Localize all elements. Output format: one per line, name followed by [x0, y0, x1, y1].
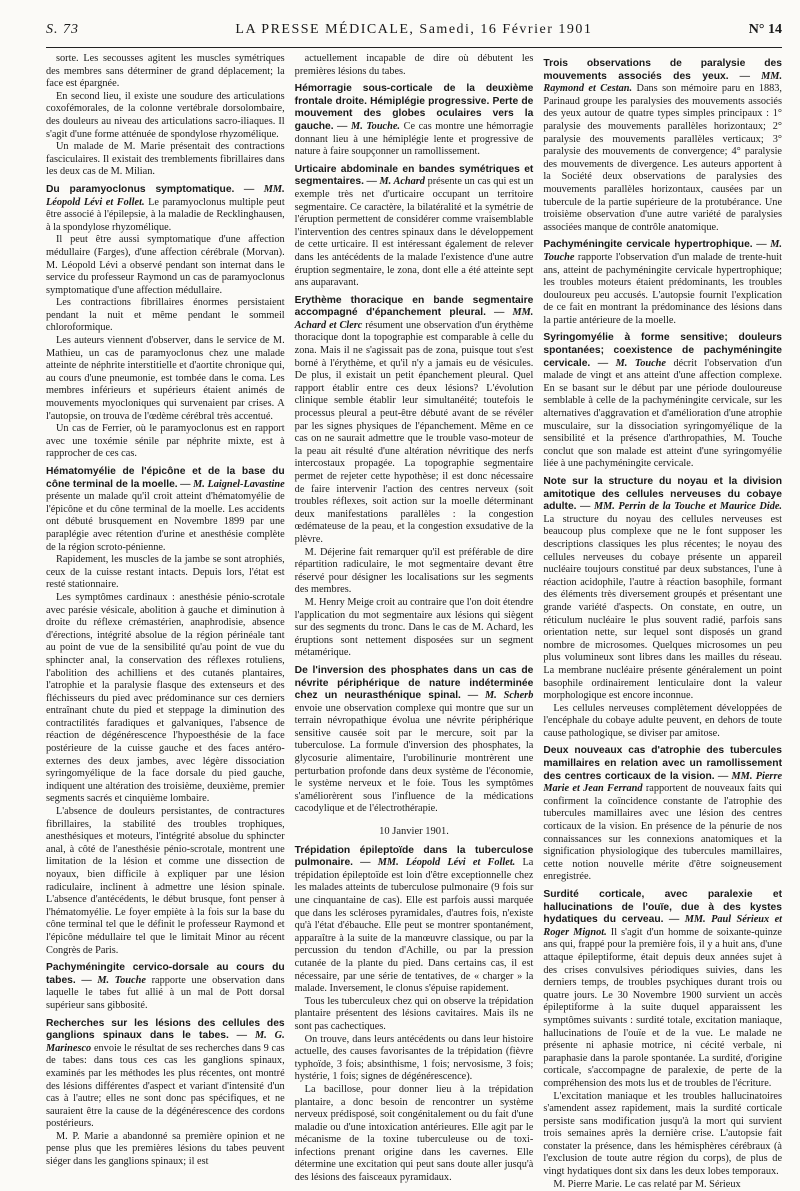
section-paralysie-yeux [543, 58, 782, 234]
section-heading: Surdité corticale, avec paralexie et hallucinations de l'ouïe, due à des kystes hydatiques du cerveau. [543, 889, 783, 926]
section-heading: Erythème thoracique en bande segmentaire accompagné d'épanchement pleural. [294, 294, 534, 319]
section-body: Il s'agit d'un homme de soixante-quinze ans qui, frappé pour la première fois, il y a huit ans, d'une attaque épileptiforme, était depuis deux années sujet à des crises convulsives périodiques suivies, dans les derniers temps, de troubles psychiques durant trois ou quatre jours. Le 30 Novembre 1900 survient un accès épileptiforme à la suite duquel apparaissent les symptômes suivants : surdité totale, excitation maniaque, hallucinations de l'ouïe et de la vue. Le malade ne présente ni aphasie motrice, ni cécité verbale, ni paraphasie dans la parole spontanée. La surdité, d'origine corticale, s'accompagne de paralexie, de perte de la compréhension des mots lus et de troubles de l'écriture. [543, 926, 783, 1089]
issue-number: N° 14 [748, 22, 782, 37]
section-heading: Urticaire abdominale en bandes symétriques et segmentaires. [294, 163, 534, 188]
section-body: rapportent de nouveaux faits qui confirment la coïncidence constante de l'atrophie des tubercules mamillaires avec une lésion des centres corticaux de la vision. En présence de la pénurie de nos connaissances sur les connexions anatomiques et la signification physiologique des tubercules mamillaires, cette notion nouvelle mérite d'être soigneusement enregistrée. [543, 783, 783, 883]
section-authors: — MM. Léopold Lévi et Follet. [360, 857, 516, 869]
paragraph: L'absence de douleurs persistantes, de contractures fibrillaires, la stabilité des troubles trophiques, anesthésiques et moteurs, l'intégrité absolue du sphincter anal, à côté de l'anesthésie pénio-scrotale, montrent une limitation de la lésion et comme une dissection de noyaux, bien difficile à expliquer par une lésion radiculaire, inclinent à admettre une lésion spinale. L'absence d'antécédents, le début brusque, font penser à l'hématomyélie. Le foyer empiète à la fois sur la base du cône terminal tel que le définit le professeur Raymond et l'épicône médullaire tel que le limitait Minor au récent Congrès de Paris. [46, 806, 285, 956]
section-heading: Pachyméningite cervicale hypertrophique. [543, 239, 753, 251]
paragraph: actuellement incapable de dire où débutent les premières lésions du tabes. [294, 53, 534, 77]
section-authors: — M. G. Marinesco [46, 1030, 285, 1054]
section-heading: Trépidation épileptoïde dans la tuberculose pulmonaire. [294, 844, 534, 869]
paragraph: Un malade de M. Marie présentait des contractions fasciculaires. Il existait des tremblements fibrillaires dans les deux cas de M. Milian. [46, 141, 285, 178]
section-heading: De l'inversion des phosphates dans un cas de névrite périphérique de nature indéterminée chez un neurasthénique spinal. [294, 664, 534, 702]
session-date: 10 Janvier 1901. [379, 826, 449, 838]
section-heading: Hémorragie sous-corticale de la deuxième frontale droite. Hémiplégie progressive. Perte de mouvement des globes oculaires vers la gauche. [294, 83, 534, 132]
section-authors: — MM. Achard et Clerc [294, 307, 534, 331]
paragraph: On trouve, dans leurs antécédents ou dans leur histoire actuelle, des causes favorisantes de la trépidation (fièvre typhoïde, 3 fois; absinthisme, 1 fois; nervosisme, 3 fois; hystérie, 1 fois; signes de dégénérescence). [294, 1033, 534, 1083]
paragraph: Tous les tuberculeux chez qui on observe la trépidation plantaire présentent des lésions cavitaires. Mais ils ne sont pas cachectiques. [294, 995, 534, 1032]
paragraph: La bacillose, pour donner lieu à la trépidation plantaire, a donc besoin de rencontrer un système nerveux prédisposé, soit congénitalement ou du fait d'une maladie ou d'une intoxication antérieures. Elle agit par le mécanisme de la toxine tuberculeuse ou de toxi-infections prenant origine dans les cavernes. Elle détermine une excitation qui peut sans doute aller jusqu'à des lésions des faisceaux pyramidaux. [294, 1083, 534, 1184]
section-paramyoclonus [46, 184, 285, 234]
paragraph: M. Pierre Marie. Le cas relaté par M. Sérieux [553, 1178, 741, 1190]
paragraph: M. P. Marie a abandonné sa première opinion et ne pense plus que les premières lésions du tabes peuvent siéger dans les ganglions spinaux; il est [46, 1130, 285, 1168]
section-heading: Pachyméningite cervico-dorsale au cours du tabes. [46, 962, 285, 986]
section-heading: Note sur la structure du noyau et la division amitotique des cellules nerveuses du cobaye adulte. [543, 476, 783, 513]
section-body: Ce cas montre une hémorragie donnant lieu à une hémiplégie lente et progressive de nature à faire soupçonner un ramollissement. [294, 120, 534, 158]
section-body: Le paramyoclonus multiple peut être associé à l'épilepsie, à la maladie de Recklinghausen, à la spondylose rhyzomélique. [46, 196, 285, 233]
section-ganglions-spinaux [46, 1018, 285, 1131]
journal-title: LA PRESSE MÉDICALE, Samedi, 16 Février 1901 [235, 22, 593, 37]
section-surdite-corticale [543, 889, 782, 1091]
section-authors: — MM. Perrin de la Touche et Maurice Dide. [580, 501, 783, 513]
section-syringomyelie [543, 332, 782, 471]
paragraph: M. Déjerine fait remarquer qu'il est préférable de dire répartition radiculaire, le mot segmentaire devant être réservé pour désigner les localisations sur les segments des membres. [294, 546, 534, 596]
section-heading: Du paramyoclonus symptomatique. [46, 183, 235, 195]
section-heading: Deux nouveaux cas d'atrophie des tubercules mamillaires en relation avec un ramollissement des centres corticaux de la vision. [543, 745, 783, 782]
paragraph: Les contractions fibrillaires énormes persistaient pendant la nuit et même pendant le sommeil chloroformique. [46, 297, 285, 334]
page-folio: S. 73 [46, 22, 79, 37]
section-body: La trépidation épileptoïde est loin d'être exceptionnelle chez les malades atteints de tuberculose pulmonaire (9 fois sur une cinquantaine de cas). Elle est parfois aussi marquée que dans les scléroses pyramidales, d'autres fois, n'existe qu'à l'état d'ébauche. Elle peut se montrer spontanément, apparaître à la suite de la manœuvre classique, ou par la percussion du tendon d'Achille, ou par la pression cutanée de la plante du pied. Dans certains cas, il est nécessaire, par une série de tentatives, de « charger » la malade. Inversement, le clonus s'épuise rapidement. [294, 857, 534, 995]
column-middle [294, 53, 534, 1184]
section-authors: — MM. Pierre Marie et Jean Ferrand [543, 770, 783, 795]
paragraph: M. Henry Meige croit au contraire que l'on doit étendre l'application du mot segmentaire aux lésions qui siègent sur des segments du tronc. Dans le cas de M. Achard, les éruptions sont nettement disposées sur un segment métamérique. [294, 596, 534, 659]
paragraph: Rapidement, les muscles de la jambe se sont atrophiés, ceux de la cuisse restant intacts. Depuis lors, l'état est resté stationnaire. [46, 554, 285, 591]
section-body: Dans son mémoire paru en 1883, Parinaud groupe les paralysies des mouvements associés des yeux autour de quatre types simples principaux : 1° paralysie des mouvements parallèles horizontaux; 2° paralysie des mouvements parallèles verticaux; 3° paralysie des mouvements de convergence; 4° paralysie des mouvements de divergence. Les auteurs apportent à la Société deux observations de paralysies des mouvements parallèles horizontaux, causées par un tubercule de la partie supérieure de la protubérance. Une troisième observation d'une autre variété de paralysies associées manque de contrôle anatomique. [543, 83, 783, 233]
paragraph: Il peut être aussi symptomatique d'une affection médullaire (Farges), d'une affection cérébrale (Morvan). M. Léopold Lévi a observé pendant son internat dans le service du professeur Raymond un cas de paramyoclonus symptomatique d'une affection médullaire. [46, 234, 285, 296]
section-hemorragie [295, 83, 534, 159]
section-erytheme [295, 295, 534, 547]
section-pachymeningite-cervicale [543, 239, 782, 327]
section-heading: Recherches sur les lésions des cellules des ganglions spinaux dans le tabes. [46, 1017, 285, 1042]
section-body: envoie le résultat de ses recherches dans 9 cas de tabes: dans tous ces cas les ganglions spinaux, examinés par les méthodes les plus récentes, ont montré des lésions différentes d'aspect et variant d'intensité d'un cas à l'autre; elles ne sont donc pas spécifiques, et ne sauraient être la cause de la dégénérescence des cordons postérieurs. [46, 1042, 285, 1130]
section-phosphates [295, 665, 534, 816]
section-body: présente un malade qu'il croit atteint d'hématomyélie de l'épicône et du cône terminal de la moelle. Les accidents ont débuté brusquement en Novembre 1899 par une paraplégie avec rétention d'urine et anesthésie complète de la région scroto-pénienne. [46, 491, 285, 553]
column-right [543, 53, 783, 1190]
section-authors: — MM. Léopold Lévi et Follet. [46, 183, 285, 208]
paragraph: L'excitation maniaque et les troubles hallucinatoires s'amendent assez rapidement, mais la surdité corticale persiste sans modification jusqu'à la mort qui survient trois semaines après la dernière crise. L'autopsie fait constater la présence, dans les hémisphères cérébraux (à l'exclusion de toute autre région du corps), de plus de vingt hydatiques dont six dans les deux lobes temporaux. [543, 1090, 783, 1178]
section-authors: — M. Touche [81, 974, 146, 986]
section-tubercules-mamillaires [543, 745, 782, 884]
section-authors: — M. Touche [543, 239, 783, 263]
section-pachymeningite-tabes [46, 962, 285, 1012]
section-authors: — M. Achard [366, 176, 425, 188]
section-trepidation [295, 845, 534, 996]
paragraph: Les cellules nerveuses complètement développées de l'encéphale du cobaye adulte peuvent, en dehors de toute cause pathologique, se diviser par amitose. [543, 702, 783, 739]
section-body: présente un cas qui est un exemple très net d'urticaire occupant un territoire segmentaire. Ce caractère, la bilatéralité et la symétrie de l'éruption permettent de considérer comme vraisemblable l'intervention des centres spinaux dans le développement de cette urticaire. Il est intéressant également de relever dans les antécédents de la malade l'existence d'une autre éruption segmentaire, le zona, dont elle a été atteinte sept ans auparavant. [294, 176, 534, 289]
section-noyau-cellules [543, 476, 782, 703]
section-authors: — MM. Paul Sérieux et Roger Mignot. [543, 914, 783, 938]
section-body: décrit l'observation d'un malade de vingt et ans atteint d'une affection complexe. En se basant sur le début par une période douloureuse semblable à celle de la pachyméningite cervicale, sur les alternatives d'aggravation et d'amélioration d'une atrophie musculaire, sur la dissociation syringomyélique de la sensibilité et la présence d'arthropathies, M. Touche conclut que son malade est atteint d'une syringomyélie liée à une pachyméningite cervicale. [543, 357, 783, 470]
section-body: rapporte l'observation d'un malade de trente-huit ans, atteint de pachyméningite cervicale hypertrophique; les troubles moteurs étaient prédominants, les troubles douloureux peu accusés. L'autopsie fournit l'explication de ce fait en montrant la prédominance des lésions dans la partie antérieure de la moelle. [543, 251, 783, 326]
text-columns [46, 53, 783, 1190]
section-urticaire [295, 164, 534, 290]
section-body: envoie une observation complexe qui montre que sur un terrain névropathique évolua une névrite périphérique sensitive causée soit par le mercure, soit par la tuberculose. La formule d'inversion des phosphates, la glycosurie alimentaire, l'urobilinurie montrèrent une perturbation profonde dans deux système de l'économie, le système nerveux et le foie. Tous les symptômes s'améliorèrent sous l'influence de la médications cacodylique et de l'électrothérapie. [294, 702, 534, 815]
page-header [46, 22, 782, 48]
section-authors: — MM. Raymond et Cestan. [543, 70, 783, 95]
section-authors: — M. Laignel-Lavastine [180, 478, 285, 490]
section-hematomyelie [46, 466, 285, 554]
section-authors: — M. Touche. [337, 120, 400, 132]
paragraph: Un cas de Ferrier, où le paramyoclonus est en rapport avec une toxémie sénile par néphrite mixte, est à rapprocher de ces cas. [46, 423, 285, 460]
paragraph: En second lieu, il existe une soudure des articulations coxofémorales, de la colonne vertébrale dorsolombaire, des douleurs au niveau des articulations sacro-iliaques. Il s'agit d'une forme atténuée de spondylose rhyzomélique. [46, 90, 285, 140]
section-body: rapporte une observation dans laquelle le tabes fut allié à un mal de Pott dorsal supérieur sans gibbosité. [46, 974, 285, 1011]
paragraph: Les symptômes cardinaux : anesthésie pénio-scrotale avec parésie vésicale, abolition à gauche et diminution à droite du réflexe crémastérien, anaphrodisie, absence d'érections, intégrité absolue de la région périnéale tant au point de vue de la sensibilité qu'au point de vue du sphincter anal, la conservation des réflexes rotuliens, l'abolition des achilliens et des cutanés plantaires, l'atrophie et la paralysie flasque des extenseurs et des fléchisseurs du pied avec prédominance sur ces derniers entraînant chute du pied et steppage la diminution des contractilités faradiques et galvaniques, l'absence de réaction de dégénérescence l'hypoesthésie de la face postérieure de la cuisse gauche et des faces antéro-externes des deux jambes, avec légère dissociation syringomyélique de la face dorsale du pied gauche, indiquent une altération des troisième, deuxième, premier segments sacrés et cinquième lombaire. [46, 591, 285, 805]
column-left [46, 53, 285, 1168]
section-body: résument une observation d'un érythème thoracique dont la topographie est comparable à celle du zona. Mais il ne s'agissait pas de zona, puisque tout s'est borné à l'érythème, et qu'il n'y a jamais eu de vésicules. De plus, il existait un petit épanchement pleural. Quel rapport établir entre ces deux lésions? L'évolution clinique semble établir leur simultanéité; toutefois le processus pleural a peut-être débuté avant de se révéler par les signes physiques de l'épanchement. Même en ce cas on ne saurait admettre que le trouble vaso-moteur de la peau ait résulté d'une altération névritique des nerfs intercostaux propagée. La topographie segmentaire permet de rejeter cette hypothèse; il est donc nécessaire de faire intervenir l'action des centres nerveux (soit troubles réflexes, soit action sur la moelle déterminant deux manifestations parallèles : la congestion œdémateuse de la peau, et la congestion exsudative de la plèvre. [294, 319, 534, 545]
paragraph: sorte. Les secousses agitent les muscles symétriques des membres sans déterminer de grand déplacement; la face est épargnée. [46, 53, 285, 90]
section-heading: Syringomyélie à forme sensitive; douleurs spontanées; coexistence de pachyméningite cervicale. [543, 332, 783, 369]
section-heading: Hématomyélie de l'épicône et de la base du cône terminal de la moelle. [46, 466, 285, 490]
paragraph: Les auteurs viennent d'observer, dans le service de M. Mathieu, un cas de paramyoclonus chez une malade atteinte de néphrite interstitielle et d'aortite chronique qui, au cours d'une pneumonie, est tombée dans le coma. Les membres inférieurs et supérieurs étaient animés de mouvements myocloniques qui survenaient par crises. A l'autopsie, on trouva de l'œdème cérébral très accentué. [46, 335, 285, 422]
section-body: La structure du noyau des cellules nerveuses est beaucoup plus complexe que ne le font supposer les descriptions classiques les plus récentes; le noyau des cellules nerveuses du cobaye présente un appareil nucléaire toujours constitué par deux substances, l'une à réaction acidophile, l'autre à réaction basophile, formant des éléments très diversement groupés et présentant une grande variété d'aspects. On constate, en outre, un réticulum nucléaire le plus souvent radié, parfois sans orientation nette, sur lequel sont disposés un grand nombre de microsomes. Quelques microsomes un peu plus volumineux sont libres dans les mailles du réseau. La membrane nucléaire présente généralement un point basophile ordinairement lenticulaire dont la valeur morphologique est encore inconnue. [543, 513, 783, 702]
section-authors: — M. Scherb [467, 690, 534, 702]
section-authors: — M. Touche [597, 357, 666, 369]
section-heading: Trois observations de paralysie des mouvements associés des yeux. [543, 58, 783, 82]
